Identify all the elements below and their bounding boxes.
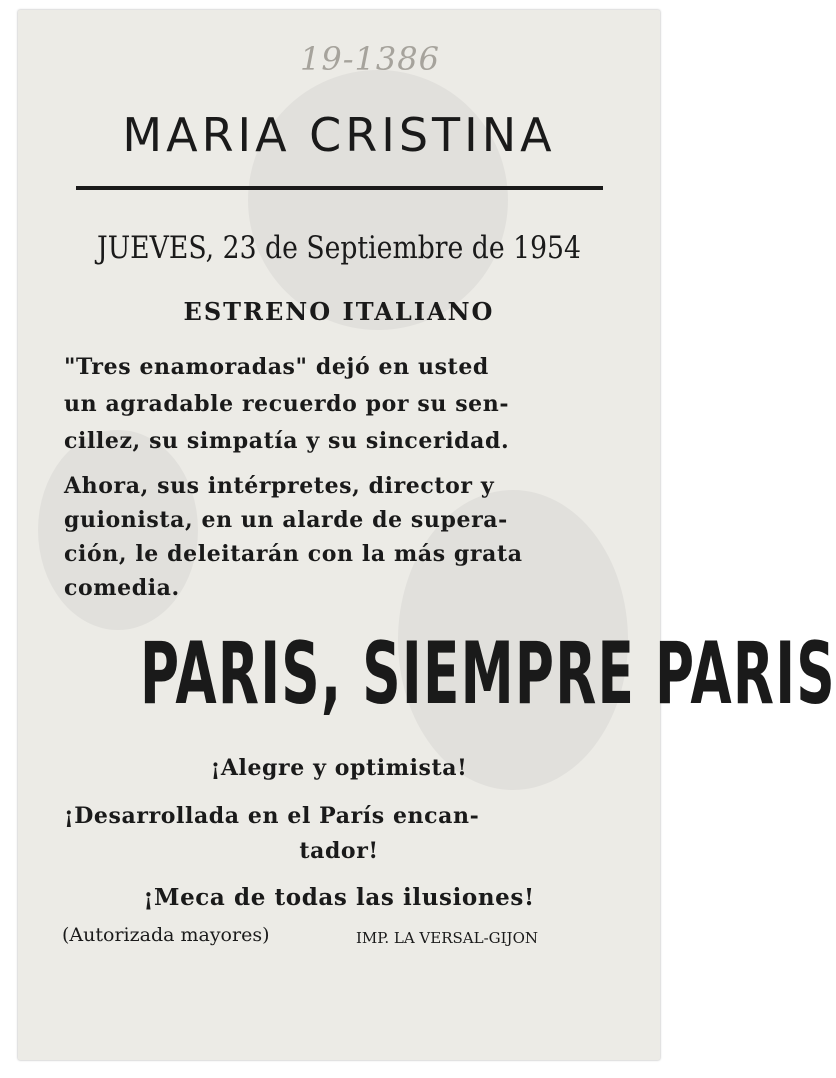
date-line: JUEVES, 23 de Septiembre de 1954 — [97, 230, 581, 266]
description-paragraph — [64, 469, 604, 605]
paragraph-line: Ahora, sus intérpretes, director y — [64, 473, 495, 499]
film-title: PARIS, SIEMPRE PARIS — [139, 624, 836, 724]
handwritten-stamp: 19-1386 — [300, 40, 440, 78]
title-underline — [76, 186, 603, 190]
tagline: ¡Meca de todas las ilusiones! — [143, 884, 535, 911]
paragraph-line: guionista, en un alarde de supera- — [64, 507, 508, 533]
tagline: ¡Alegre y optimista! — [210, 755, 468, 781]
paragraph-line: cillez, su simpatía y su sinceridad. — [64, 428, 510, 454]
paragraph-line: comedia. — [64, 575, 180, 601]
paragraph-line: ción, le deleitarán con la más grata — [64, 541, 523, 567]
venue-title: MARIA CRISTINA — [122, 108, 556, 162]
tagline: tador! — [299, 838, 379, 864]
printer-credit: IMP. LA VERSAL-GIJON — [356, 929, 538, 947]
handbill — [18, 10, 836, 1060]
premiere-label: ESTRENO ITALIANO — [183, 297, 495, 326]
paragraph-line: un agradable recuerdo por su sen- — [64, 391, 510, 417]
intro-paragraph — [64, 349, 604, 460]
paragraph-line: "Tres enamoradas" dejó en usted — [64, 354, 489, 380]
rating-note: (Autorizada mayores) — [62, 924, 270, 946]
tagline: ¡Desarrollada en el París encan- — [64, 803, 480, 829]
